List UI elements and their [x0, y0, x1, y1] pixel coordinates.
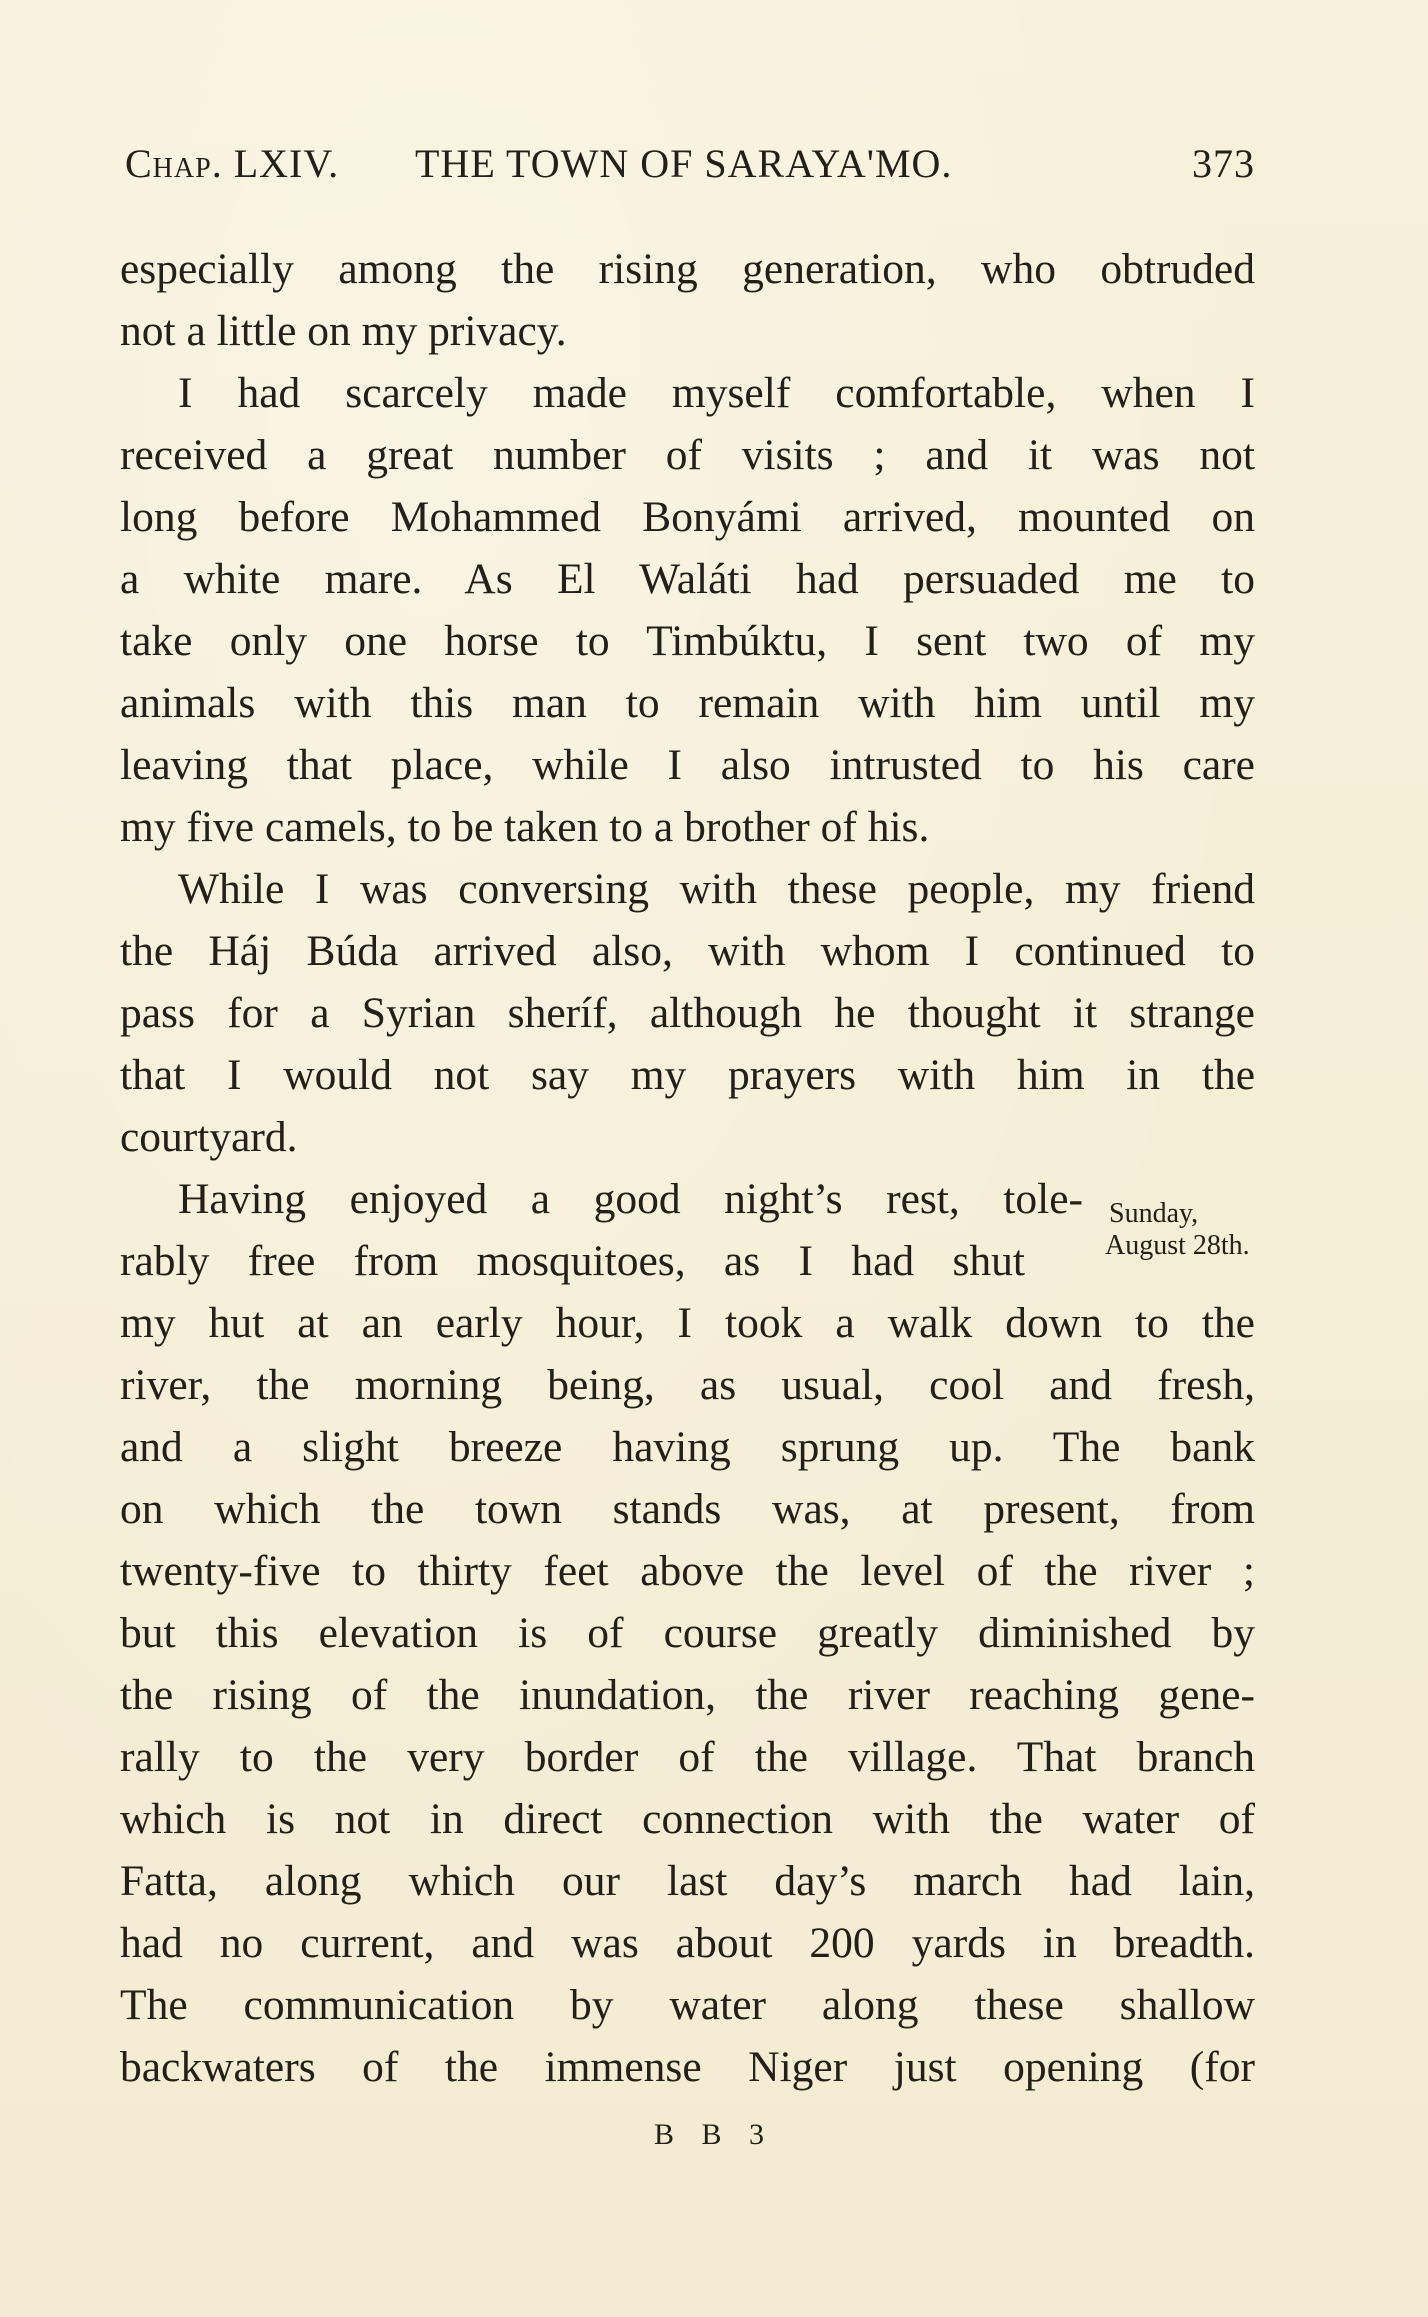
text-line: had no current, and was about 200 yards in breadth.: [120, 1919, 1255, 1967]
marginal-note-date: August 28th.: [1105, 1230, 1250, 1261]
text-line: I had scarcely made myself comfortable, when I: [178, 369, 1255, 417]
text-line: The communication by water along these shallow: [120, 1981, 1255, 2029]
text-line: rally to the very border of the village. That branch: [120, 1733, 1255, 1781]
text-line: rably free from mosquitoes, as I had shut: [120, 1237, 1025, 1285]
text-line: the rising of the inundation, the river reaching gene-: [120, 1671, 1255, 1719]
text-line: Fatta, along which our last day’s march had lain,: [120, 1857, 1255, 1905]
running-title: THE TOWN OF SARAYA'MO.: [415, 141, 953, 186]
text-line: my hut at an early hour, I took a walk down to the: [120, 1299, 1255, 1347]
text-line: but this elevation is of course greatly diminished by: [120, 1609, 1255, 1657]
signature-mark: B B 3: [653, 2118, 775, 2151]
text-line: animals with this man to remain with him until my: [120, 679, 1255, 727]
text-line: river, the morning being, as usual, cool and fresh,: [120, 1361, 1255, 1409]
text-line: twenty-five to thirty feet above the level of the river ;: [120, 1547, 1255, 1595]
body-text: [120, 238, 1255, 2098]
chapter-label: Chap. LXIV.: [125, 141, 340, 186]
text-line: and a slight breeze having sprung up. The bank: [120, 1423, 1255, 1471]
text-line: leaving that place, while I also intrusted to his care: [120, 741, 1255, 789]
text-line: that I would not say my prayers with him in the: [120, 1051, 1255, 1099]
text-line: on which the town stands was, at present, from: [120, 1485, 1255, 1533]
text-line: pass for a Syrian sheríf, although he thought it strange: [120, 989, 1255, 1037]
marginal-note-day: Sunday,: [1109, 1198, 1199, 1229]
text-line: backwaters of the immense Niger just opening (for: [120, 2043, 1255, 2091]
text-line: my five camels, to be taken to a brother of his.: [120, 803, 930, 851]
page-number: 373: [1192, 141, 1255, 186]
text-line: especially among the rising generation, who obtruded: [120, 245, 1255, 293]
marginal-note: [1105, 1198, 1250, 1262]
text-line: long before Mohammed Bonyámi arrived, mounted on: [120, 493, 1255, 541]
text-line: not a little on my privacy.: [120, 307, 567, 355]
text-line: courtyard.: [120, 1113, 298, 1161]
text-line: Having enjoyed a good night’s rest, tole-: [178, 1175, 1083, 1223]
text-line: While I was conversing with these people, my friend: [178, 865, 1255, 913]
text-line: take only one horse to Timbúktu, I sent two of my: [120, 617, 1255, 665]
running-header: [125, 140, 1255, 200]
text-line: a white mare. As El Waláti had persuaded me to: [120, 555, 1255, 603]
text-line: received a great number of visits ; and it was not: [120, 431, 1255, 479]
text-line: the Háj Búda arrived also, with whom I continued to: [120, 927, 1255, 975]
text-line: which is not in direct connection with the water of: [120, 1795, 1255, 1843]
